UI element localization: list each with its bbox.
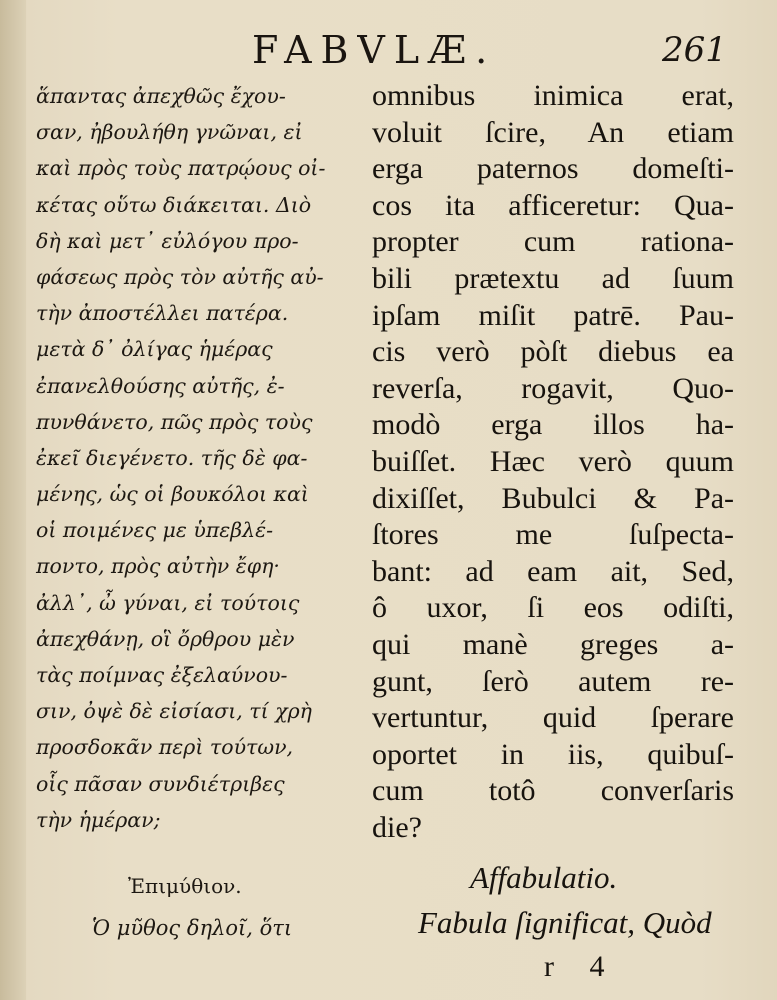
latin-line: ô uxor, ſi eos odiſti, [372, 591, 734, 625]
latin-line: erga paternos domeſti- [372, 152, 734, 186]
page-gutter [0, 0, 26, 1000]
latin-line: cis verò pòſt diebus ea [372, 335, 734, 369]
greek-line: μετὰ δ᾽ ὀλίγας ἡμέρας [36, 337, 273, 362]
latin-line: cum totô converſaris [372, 774, 734, 808]
latin-line: die? [372, 810, 422, 844]
greek-line: ποντο, πρὸς αὐτὴν ἔφη· [36, 554, 280, 579]
greek-line: ἅπαντας ἀπεχθῶς ἔχου- [36, 84, 286, 108]
latin-line: vertuntur, quid ſperare [372, 701, 734, 735]
latin-line: buiſſet. Hæc verò quum [372, 444, 734, 478]
latin-line: dixiſſet, Bubulci & Pa- [372, 481, 734, 515]
greek-line: καὶ πρὸς τοὺς πατρῴους οἰ- [36, 156, 326, 181]
greek-line: δὴ καὶ μετ᾽ εὐλόγου προ- [36, 228, 299, 253]
page-number: 261 [662, 30, 727, 70]
affabulatio-text: Fabula ſignificat, Quòd [418, 905, 712, 940]
signature-mark: r 4 [544, 950, 619, 983]
latin-line: propter cum rationa- [372, 225, 734, 259]
latin-line: reverſa, rogavit, Quo- [372, 371, 734, 405]
latin-line: ſtores me ſuſpecta- [372, 518, 734, 552]
greek-line: τὴν ἀποστέλλει πατέρα. [36, 301, 289, 326]
greek-line: πυνθάνετο, πῶς πρὸς τοὺς [36, 409, 313, 434]
epimythion-heading: Ἐπιμύθιον. [128, 874, 242, 898]
latin-line: omnibus inimica erat, [372, 79, 734, 112]
greek-line: τὴν ἡμέραν; [36, 807, 161, 832]
greek-line: ἀλλ᾽, ὦ γύναι, εἰ τούτοις [36, 590, 300, 615]
affabulatio-heading: Affabulatio. [470, 860, 618, 895]
epimythion-text: Ὁ μῦθος δηλοῖ, ὅτι [92, 916, 293, 940]
latin-column [372, 78, 734, 846]
latin-line: gunt, ſerò autem re- [372, 664, 734, 698]
greek-line: σαν, ἠβουλήθη γνῶναι, εἰ [36, 120, 303, 145]
greek-line: ἐκεῖ διεγένετο. τῆς δὲ φα- [36, 445, 308, 470]
running-title: FABVLÆ. [252, 28, 497, 72]
latin-line: ipſam miſit patrē. Pau- [372, 298, 734, 332]
latin-line: bili prætextu ad ſuum [372, 261, 734, 295]
greek-line: σιν, ὀψὲ δὲ εἰσίασι, τί χρὴ [36, 699, 312, 724]
greek-line: τὰς ποίμνας ἐξελαύνου- [36, 663, 288, 687]
greek-line: οἷς πᾶσαν συνδιέτριβες [36, 771, 285, 796]
greek-line: μένης, ὡς οἱ βουκόλοι καὶ [36, 482, 309, 507]
greek-line: προσδοκᾶν περὶ τούτων, [36, 735, 294, 760]
latin-line: oportet in iis, quibuſ- [372, 737, 734, 771]
greek-line: ἐπανελθούσης αὐτῆς, ἐ- [36, 373, 285, 398]
greek-line: φάσεως πρὸς τὸν αὐτῆς αὐ- [36, 264, 324, 289]
page-header [0, 24, 777, 74]
greek-line: οἱ ποιμένες με ὑπεβλέ- [36, 518, 274, 543]
greek-line: κέτας οὕτω διάκειται. Διὸ [36, 192, 312, 217]
latin-line: modò erga illos ha- [372, 408, 734, 442]
latin-line: cos ita afficeretur: Qua- [372, 188, 734, 222]
latin-line: voluit ſcire, An etiam [372, 115, 734, 149]
latin-line: bant: ad eam ait, Sed, [372, 554, 734, 588]
greek-column [36, 78, 356, 838]
greek-line: ἀπεχθάνῃ, οἳ ὄρθρου μὲν [36, 626, 295, 651]
latin-line: qui manè greges a- [372, 627, 734, 661]
